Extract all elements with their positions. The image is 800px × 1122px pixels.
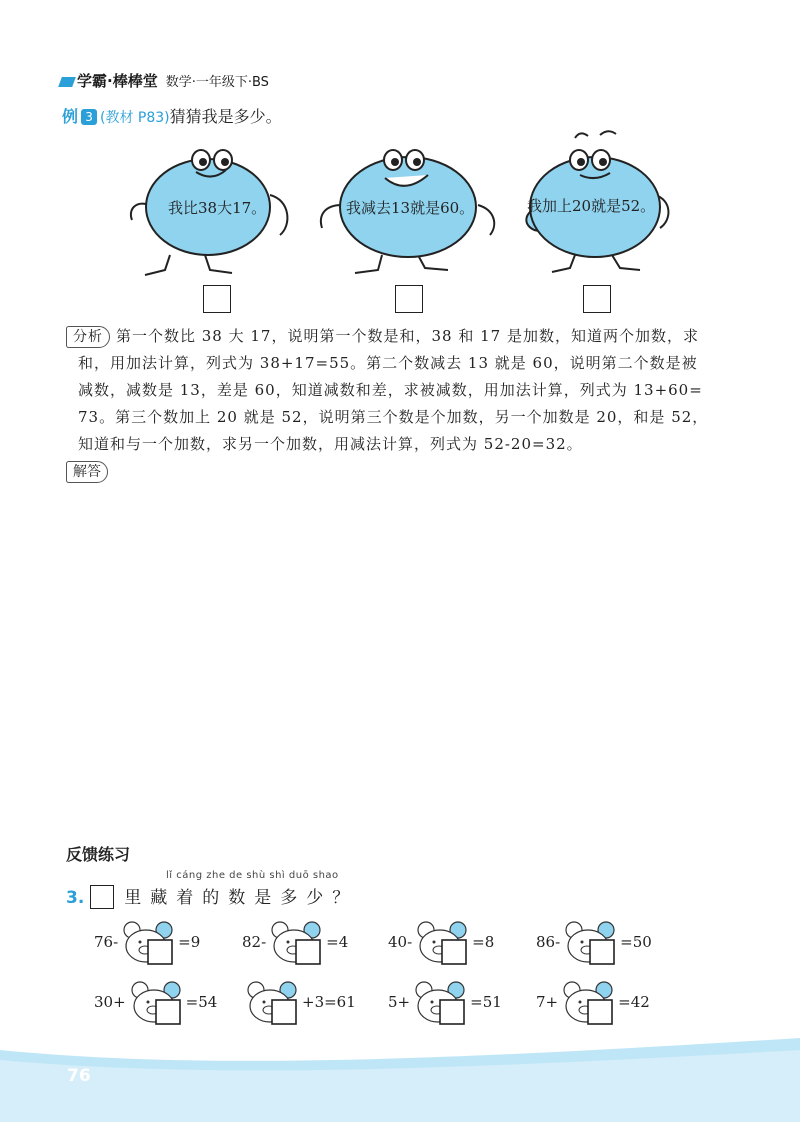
equation-before: 76-: [94, 933, 119, 951]
analysis-line: 第一个数比 38 大 17，说明第一个数是和，38 和 17 是加数，知道两个加数，求: [116, 327, 699, 345]
analysis-tag: 分析: [66, 326, 110, 348]
brand-name: 学霸·棒棒堂: [77, 72, 158, 90]
example-label: 例: [62, 107, 79, 126]
equation-after: =4: [326, 933, 349, 951]
pig-icon: [560, 918, 620, 966]
pig-icon: [558, 978, 618, 1026]
footer-wave: [0, 1030, 800, 1122]
equation-after: =51: [470, 993, 502, 1011]
question-box-icon: [90, 885, 114, 909]
equation-before: 7+: [536, 993, 559, 1011]
pig-icon: [266, 918, 326, 966]
analysis-line: 知道和与一个加数，求另一个加数，用减法计算，列式为 52-20=32。: [78, 435, 583, 453]
pig-icon: [410, 978, 470, 1026]
analysis-line: 减数，减数是 13，差是 60，知道减数和差，求被减数，用加法计算，列式为 13+60=: [78, 381, 703, 399]
equation-item[interactable]: [242, 918, 348, 968]
answer-box-2[interactable]: [395, 285, 423, 313]
question-text: 里藏着的数是多少？: [124, 888, 359, 908]
analysis-section: [66, 323, 742, 458]
character-3-text: 我加上20就是52。: [527, 197, 656, 215]
guess-characters-illustration: [0, 0, 800, 320]
equation-after: +3=61: [302, 993, 356, 1011]
equation-item[interactable]: [388, 918, 494, 968]
pig-icon: [242, 978, 302, 1026]
equation-before: 40-: [388, 933, 413, 951]
equation-item[interactable]: [388, 978, 502, 1028]
equation-before: 82-: [242, 933, 267, 951]
textbook-reference: (教材 P83): [100, 110, 170, 126]
pig-icon: [118, 918, 178, 966]
equation-item[interactable]: [536, 918, 652, 968]
analysis-line: 和，用加法计算，列式为 38+17=55。第二个数减去 13 就是 60，说明第二个数是被: [78, 354, 698, 372]
answer-box-1[interactable]: [203, 285, 231, 313]
equation-after: =54: [185, 993, 218, 1011]
equation-after: =9: [178, 933, 201, 951]
equation-before: 5+: [388, 993, 411, 1011]
example-number: 3: [81, 109, 97, 125]
example-question: 猜猜我是多少。: [169, 107, 282, 126]
equation-item[interactable]: [242, 978, 356, 1028]
question-3: [66, 883, 358, 909]
subject-label: 数学·一年级下·BS: [165, 75, 269, 90]
equation-after: =50: [620, 933, 652, 951]
question-number: 3.: [66, 888, 85, 908]
analysis-line: 73。第三个数加上 20 就是 52，说明第三个数是个加数，另一个加数是 20，和是 52，: [78, 408, 709, 426]
pig-icon: [126, 978, 186, 1026]
question-pinyin: lǐ cáng zhe de shù shì duō shao: [166, 870, 339, 881]
equation-item[interactable]: [94, 978, 217, 1028]
pig-icon: [412, 918, 472, 966]
character-1-text: 我比38大17。: [168, 199, 267, 217]
equation-before: 30+: [94, 993, 126, 1011]
equation-after: =42: [618, 993, 650, 1011]
equation-item[interactable]: [536, 978, 650, 1028]
character-2-text: 我减去13就是60。: [346, 199, 475, 217]
equation-after: =8: [472, 933, 495, 951]
equation-before: 86-: [536, 933, 561, 951]
answer-section: [66, 461, 114, 483]
page-number: 76: [67, 1066, 91, 1086]
equation-item[interactable]: [94, 918, 200, 968]
answer-box-3[interactable]: [583, 285, 611, 313]
answer-tag: 解答: [66, 461, 108, 483]
feedback-title: 反馈练习: [66, 845, 131, 864]
